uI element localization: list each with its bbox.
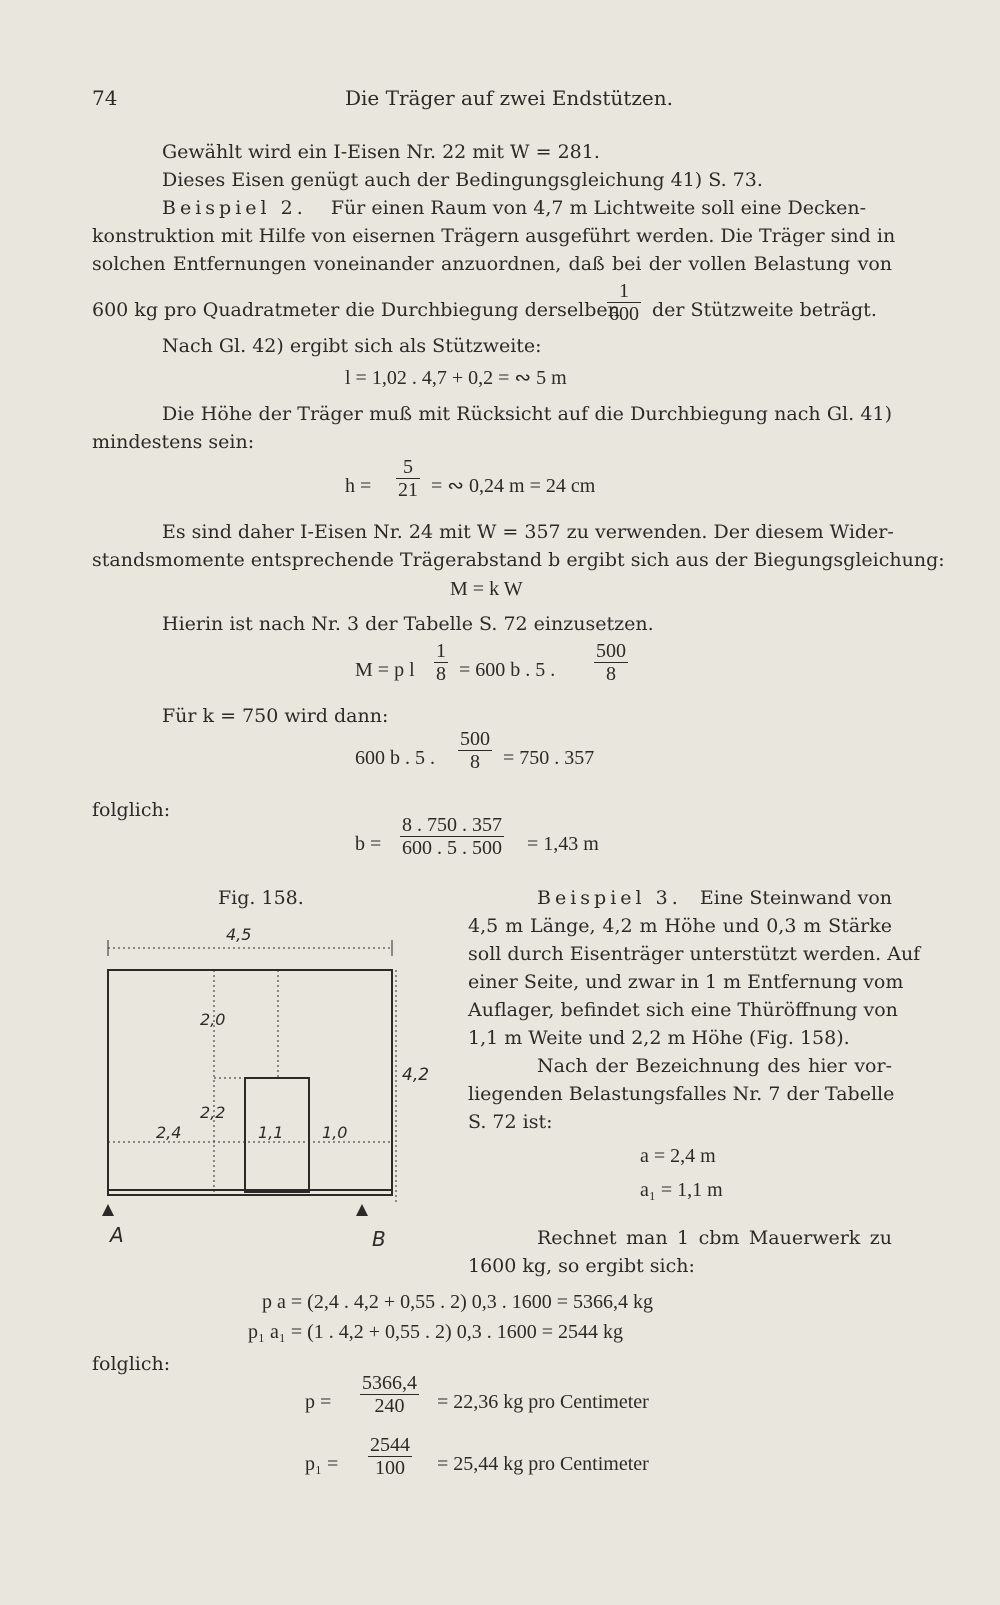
fraction-numerator: 2544 <box>370 1434 410 1456</box>
fraction <box>458 728 492 773</box>
wall-diagram <box>92 910 452 1260</box>
text-line: einer Seite, und zwar in 1 m Entfernung vom <box>468 971 904 993</box>
text-line: Dieses Eisen genügt auch der Bedingungsgleichung 41) S. 73. <box>162 169 763 191</box>
fraction-numerator: 500 <box>460 728 490 750</box>
dim-label: 4,5 <box>226 925 252 944</box>
page-number: 74 <box>92 86 118 110</box>
eq-part: = 600 b . 5 . <box>459 659 556 681</box>
running-title: Die Träger auf zwei Endstützen. <box>345 86 673 110</box>
support-label: B <box>372 1227 386 1251</box>
text-line-with-fraction <box>92 280 892 336</box>
text-line: 1,1 m Weite und 2,2 m Höhe (Fig. 158). <box>468 1027 850 1049</box>
equation <box>305 1434 725 1490</box>
eq-part: 600 b . 5 . <box>355 747 435 769</box>
fraction <box>396 456 420 501</box>
text-line: Rechnet man 1 cbm Mauerwerk zu <box>537 1227 892 1249</box>
text-line: Nach Gl. 42) ergibt sich als Stützweite: <box>162 335 542 357</box>
fraction <box>368 1434 412 1479</box>
text-line: folglich: <box>92 1353 171 1375</box>
text-line <box>537 886 892 910</box>
fraction <box>434 640 448 685</box>
fraction-numerator: 5 <box>396 456 420 479</box>
text-segment: der Stützweite beträgt. <box>652 299 877 321</box>
equation <box>345 456 665 512</box>
fraction-denominator: 8 <box>606 663 616 685</box>
text-line: Auflager, befindet sich eine Thüröffnung von <box>468 999 898 1021</box>
text-line: Für k = 750 wird dann: <box>162 705 389 727</box>
equation <box>355 814 655 870</box>
fraction-denominator: 21 <box>398 479 418 501</box>
fraction <box>607 280 641 325</box>
text-line <box>162 196 892 220</box>
eq-part: = 22,36 kg pro Centimeter <box>437 1391 649 1413</box>
equation <box>355 728 635 784</box>
text-line: solchen Entfernungen voneinander anzuordnen, daß bei der vollen Belastung von <box>92 253 892 275</box>
support-label: A <box>110 1223 124 1247</box>
fraction <box>594 640 628 685</box>
fraction-numerator: 5366,4 <box>362 1372 417 1394</box>
equation: p₁ a₁ = (1 . 4,2 + 0,55 . 2) 0,3 . 1600 = 2544 kg <box>248 1321 623 1343</box>
equation <box>305 1372 725 1428</box>
fraction-denominator: 8 <box>436 663 446 685</box>
text-line: liegenden Belastungsfalles Nr. 7 der Tabelle <box>468 1083 895 1105</box>
eq-part: = 1,43 m <box>527 833 599 855</box>
text-line: Es sind daher I-Eisen Nr. 24 mit W = 357 zu verwenden. Der diesem Wider- <box>162 521 894 543</box>
fraction-denominator: 600 . 5 . 500 <box>402 837 502 859</box>
eq-part: h = <box>345 475 372 497</box>
text-line: mindestens sein: <box>92 431 255 453</box>
dim-label: 2,2 <box>200 1103 226 1122</box>
equation: M = k W <box>450 578 523 600</box>
dim-label: 1,0 <box>322 1123 348 1142</box>
eq-part: b = <box>355 833 382 855</box>
text-segment: Für einen Raum von 4,7 m Lichtweite soll eine Decken- <box>330 197 867 219</box>
dim-label: 1,1 <box>258 1123 284 1142</box>
text-segment: Eine Steinwand von <box>699 887 892 909</box>
fraction-denominator: 240 <box>374 1395 405 1417</box>
support-triangle <box>102 1204 114 1216</box>
support-triangle <box>356 1204 368 1216</box>
text-line: Hierin ist nach Nr. 3 der Tabelle S. 72 einzusetzen. <box>162 613 654 635</box>
eq-part: = ∾ 0,24 m = 24 cm <box>431 475 596 497</box>
figure-caption: Fig. 158. <box>218 887 304 909</box>
fraction-numerator: 500 <box>596 640 626 662</box>
text-line: S. 72 ist: <box>468 1111 553 1133</box>
fraction-denominator: 8 <box>470 751 480 773</box>
eq-part: = 25,44 kg pro Centimeter <box>437 1453 649 1475</box>
equation: p a = (2,4 . 4,2 + 0,55 . 2) 0,3 . 1600 = 5366,4 kg <box>262 1291 654 1313</box>
text-segment: 600 kg pro Quadratmeter die Durchbiegung derselben <box>92 299 620 321</box>
text-line: Gewählt wird ein I-Eisen Nr. 22 mit W = 281. <box>162 141 600 163</box>
equation: l = 1,02 . 4,7 + 0,2 = ∾ 5 m <box>345 367 567 389</box>
text-line: Nach der Bezeichnung des hier vor- <box>537 1055 892 1077</box>
fraction-numerator: 1 <box>436 640 446 662</box>
text-line: folglich: <box>92 799 171 821</box>
equation: a = 2,4 m <box>640 1145 716 1167</box>
wall-outline <box>108 970 392 1195</box>
eq-part: p₁ = <box>305 1453 339 1475</box>
fraction-denominator: 100 <box>375 1457 405 1479</box>
text-line: 1600 kg, so ergibt sich: <box>468 1255 695 1277</box>
eq-part: M = p l <box>355 659 415 681</box>
example-label: Beispiel 2. <box>162 197 307 219</box>
text-line: standsmomente entsprechende Trägerabstand b ergibt sich aus der Biegungsgleichung: <box>92 549 945 571</box>
text-line: 4,5 m Länge, 4,2 m Höhe und 0,3 m Stärke <box>468 915 892 937</box>
equation <box>355 640 655 696</box>
dim-label: 4,2 <box>402 1065 430 1085</box>
equation: a₁ = 1,1 m <box>640 1179 723 1201</box>
text-line: konstruktion mit Hilfe von eisernen Trägern ausgeführt werden. Die Träger sind in <box>92 225 896 247</box>
fraction <box>360 1372 419 1417</box>
dim-label: 2,0 <box>200 1010 226 1029</box>
fraction-denominator: 600 <box>609 303 639 325</box>
eq-part: p = <box>305 1391 332 1413</box>
dim-label: 2,4 <box>156 1123 182 1142</box>
eq-part: = 750 . 357 <box>503 747 595 769</box>
fraction-numerator: 8 . 750 . 357 <box>402 814 502 836</box>
fraction <box>400 814 504 859</box>
example-label: Beispiel 3. <box>537 887 682 909</box>
fraction-numerator: 1 <box>607 280 641 303</box>
text-line: soll durch Eisenträger unterstützt werden. Auf <box>468 943 921 965</box>
text-line: Die Höhe der Träger muß mit Rücksicht auf die Durchbiegung nach Gl. 41) <box>162 403 892 425</box>
